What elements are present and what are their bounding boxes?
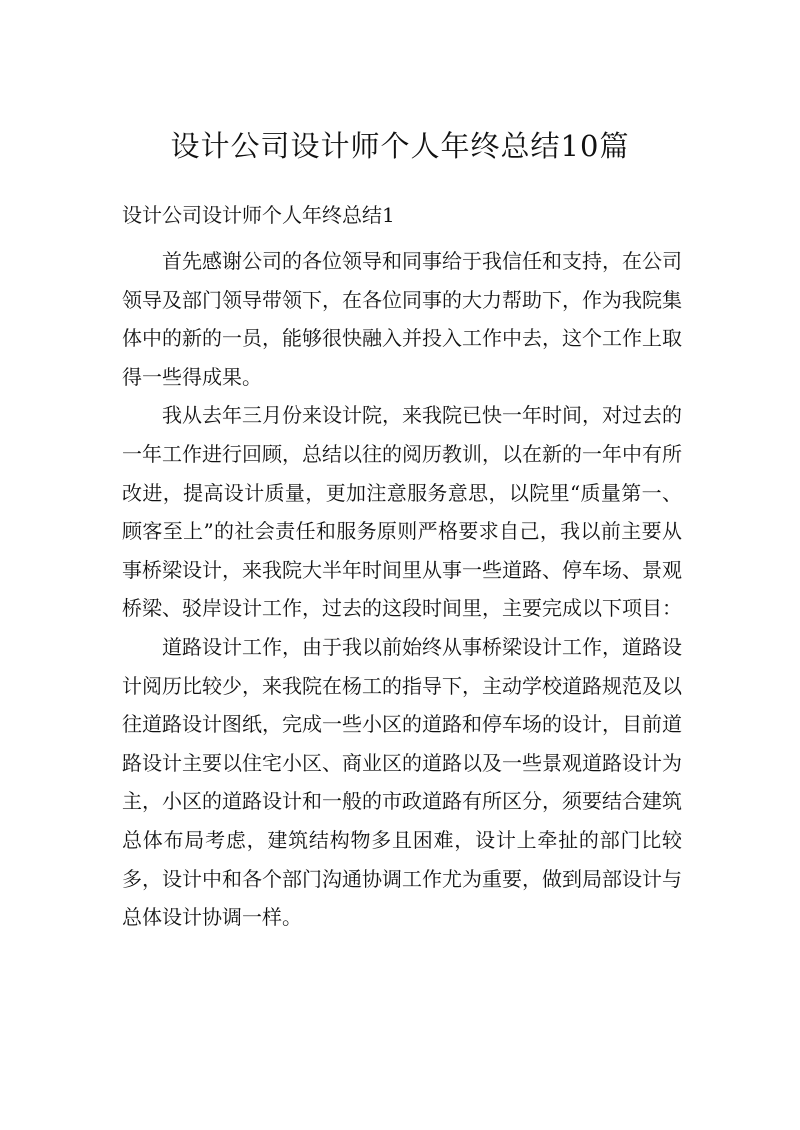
document-body xyxy=(122,242,682,937)
document-title: 设计公司设计师个人年终总结10篇 xyxy=(170,129,630,163)
section-heading: 设计公司设计师个人年终总结1 xyxy=(122,203,395,227)
paragraph: 首先感谢公司的各位领导和同事给于我信任和支持，在公司领导及部门领导带领下，在各位同事的大力帮助下，作为我院集体中的新的一员，能够很快融入并投入工作中去，这个工作上取得一些得成果。 xyxy=(122,249,682,389)
paragraph: 我从去年三月份来设计院，来我院已快一年时间，对过去的一年工作进行回顾，总结以往的阅历教训，以在新的一年中有所改进，提高设计质量，更加注意服务意思，以院里“质量第一、顾客至上”的社会责任和服务原则严格要求自己，我以前主要从事桥梁设计，来我院大半年时间里从事一些道路、停车场、景观桥梁、驳岸设计工作，过去的这段时间里，主要完成以下项目： xyxy=(122,403,682,621)
paragraph: 道路设计工作，由于我以前始终从事桥梁设计工作，道路设计阅历比较少，来我院在杨工的指导下，主动学校道路规范及以往道路设计图纸，完成一些小区的道路和停车场的设计，目前道路设计主要以住宅小区、商业区的道路以及一些景观道路设计为主，小区的道路设计和一般的市政道路有所区分，须要结合建筑总体布局考虑，建筑结构物多且困难，设计上牵扯的部门比较多，设计中和各个部门沟通协调工作尤为重要，做到局部设计与总体设计协调一样。 xyxy=(122,634,682,930)
